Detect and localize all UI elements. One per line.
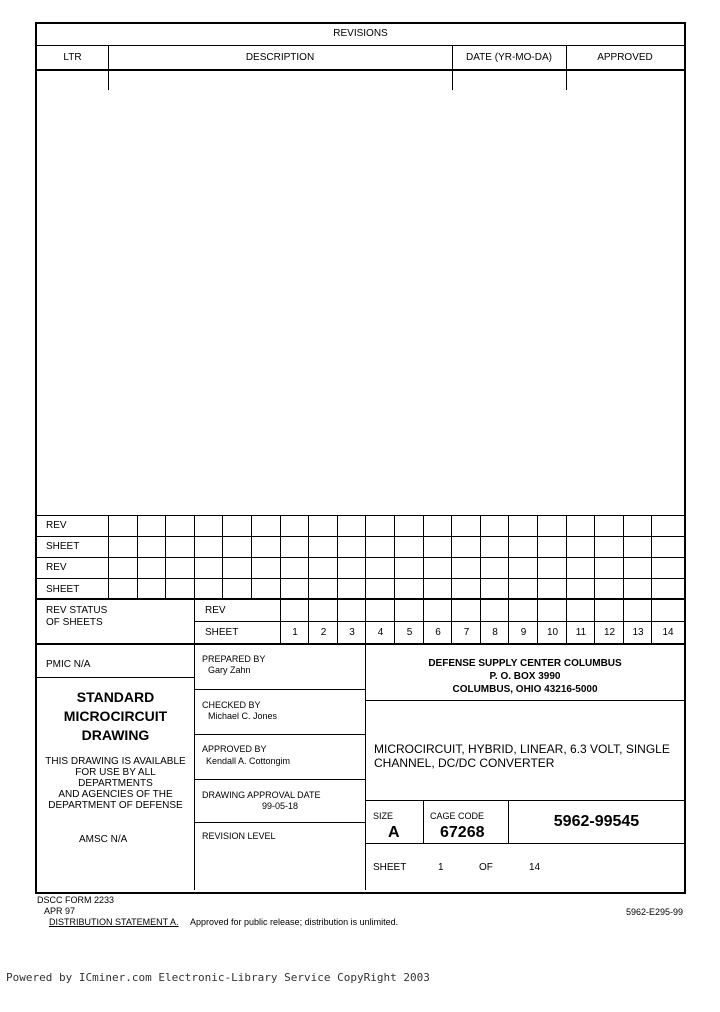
form-number: DSCC FORM 2233 — [37, 895, 115, 905]
drawing-title: MICROCIRCUIT, HYBRID, LINEAR, 6.3 VOLT, SINGLE CHANNEL, DC/DC CONVERTER — [374, 742, 670, 770]
prepared-by-value: Gary Zahn — [208, 665, 251, 675]
checked-by-value: Michael C. Jones — [208, 711, 278, 721]
sheet-number-cell: 12 — [603, 627, 616, 638]
form-date: APR 97 — [44, 906, 76, 916]
sheet-number-cell: 11 — [575, 627, 587, 638]
sheet-number-cell: 14 — [662, 627, 674, 638]
sheet-number-cell: 1 — [292, 627, 298, 638]
header-ltr: LTR — [63, 52, 82, 63]
grid-row-label: SHEET — [46, 541, 80, 552]
sheet-number-cell: 6 — [435, 627, 441, 638]
sheet-number-cell: 7 — [463, 627, 470, 638]
sheet-number-cell: 3 — [349, 627, 355, 638]
rev-status-line2: OF SHEETS — [46, 617, 103, 628]
size-label: SIZE — [373, 811, 394, 821]
sheet-number-cell: 10 — [546, 627, 559, 638]
pmic-label: PMIC N/A — [46, 659, 91, 670]
size-value: A — [388, 824, 400, 841]
distribution-label: DISTRIBUTION STATEMENT A. — [49, 917, 179, 927]
document-code: 5962-E295-99 — [626, 907, 684, 917]
sheet-number-cell: 9 — [520, 627, 527, 638]
checked-by-label: CHECKED BY — [202, 700, 261, 710]
availability-text: THIS DRAWING IS AVAILABLE FOR USE BY ALL DEPARTMENTS AND AGENCIES OF THE DEPARTMENT OF DEFENSE — [45, 756, 186, 811]
header-approved: APPROVED — [597, 52, 653, 63]
sheet-number-cell: 4 — [377, 627, 384, 638]
sheet-number-cell: 13 — [632, 627, 644, 638]
cage-code-value: 67268 — [440, 824, 485, 841]
drawing-number: 5962-99545 — [553, 813, 640, 830]
sheet-of: OF — [479, 862, 493, 873]
sheet-number-cell: 5 — [406, 627, 413, 638]
rev-status-line1: REV STATUS — [46, 605, 108, 616]
prepared-by-label: PREPARED BY — [202, 654, 266, 664]
revision-level-label: REVISION LEVEL — [202, 831, 276, 841]
amsc-label: AMSC N/A — [79, 834, 128, 845]
agency-block: DEFENSE SUPPLY CENTER COLUMBUS P. O. BOX 3990 COLUMBUS, OHIO 43216-5000 — [428, 658, 622, 695]
approval-date-label: DRAWING APPROVAL DATE — [202, 790, 321, 800]
header-description: DESCRIPTION — [245, 52, 315, 63]
grid-row-label: REV — [46, 562, 67, 573]
sheet-number-cell: 8 — [492, 627, 498, 638]
sheet-total: 14 — [529, 862, 541, 873]
grid-row-label: REV — [46, 520, 67, 531]
approval-date-value: 99-05-18 — [262, 801, 299, 811]
cage-code-label: CAGE CODE — [430, 811, 485, 821]
sheet-number-cell: 2 — [320, 627, 327, 638]
powered-by-line: Powered by ICminer.com Electronic-Library Service CopyRight 2003 — [6, 971, 430, 984]
distribution-text: Approved for public release; distribution is unlimited. — [190, 917, 399, 927]
rev-row-label: REV — [205, 605, 226, 616]
sheet-current: 1 — [438, 862, 444, 873]
header-date: DATE (YR-MO-DA) — [466, 52, 552, 63]
standard-title: STANDARD MICROCIRCUIT DRAWING — [63, 689, 168, 743]
grid-row-label: SHEET — [46, 584, 80, 595]
approved-by-value: Kendall A. Cottongim — [206, 756, 291, 766]
sheet-row-label: SHEET — [205, 627, 239, 638]
sheet-label: SHEET — [373, 862, 407, 873]
revisions-title: REVISIONS — [333, 28, 388, 39]
approved-by-label: APPROVED BY — [202, 744, 267, 754]
